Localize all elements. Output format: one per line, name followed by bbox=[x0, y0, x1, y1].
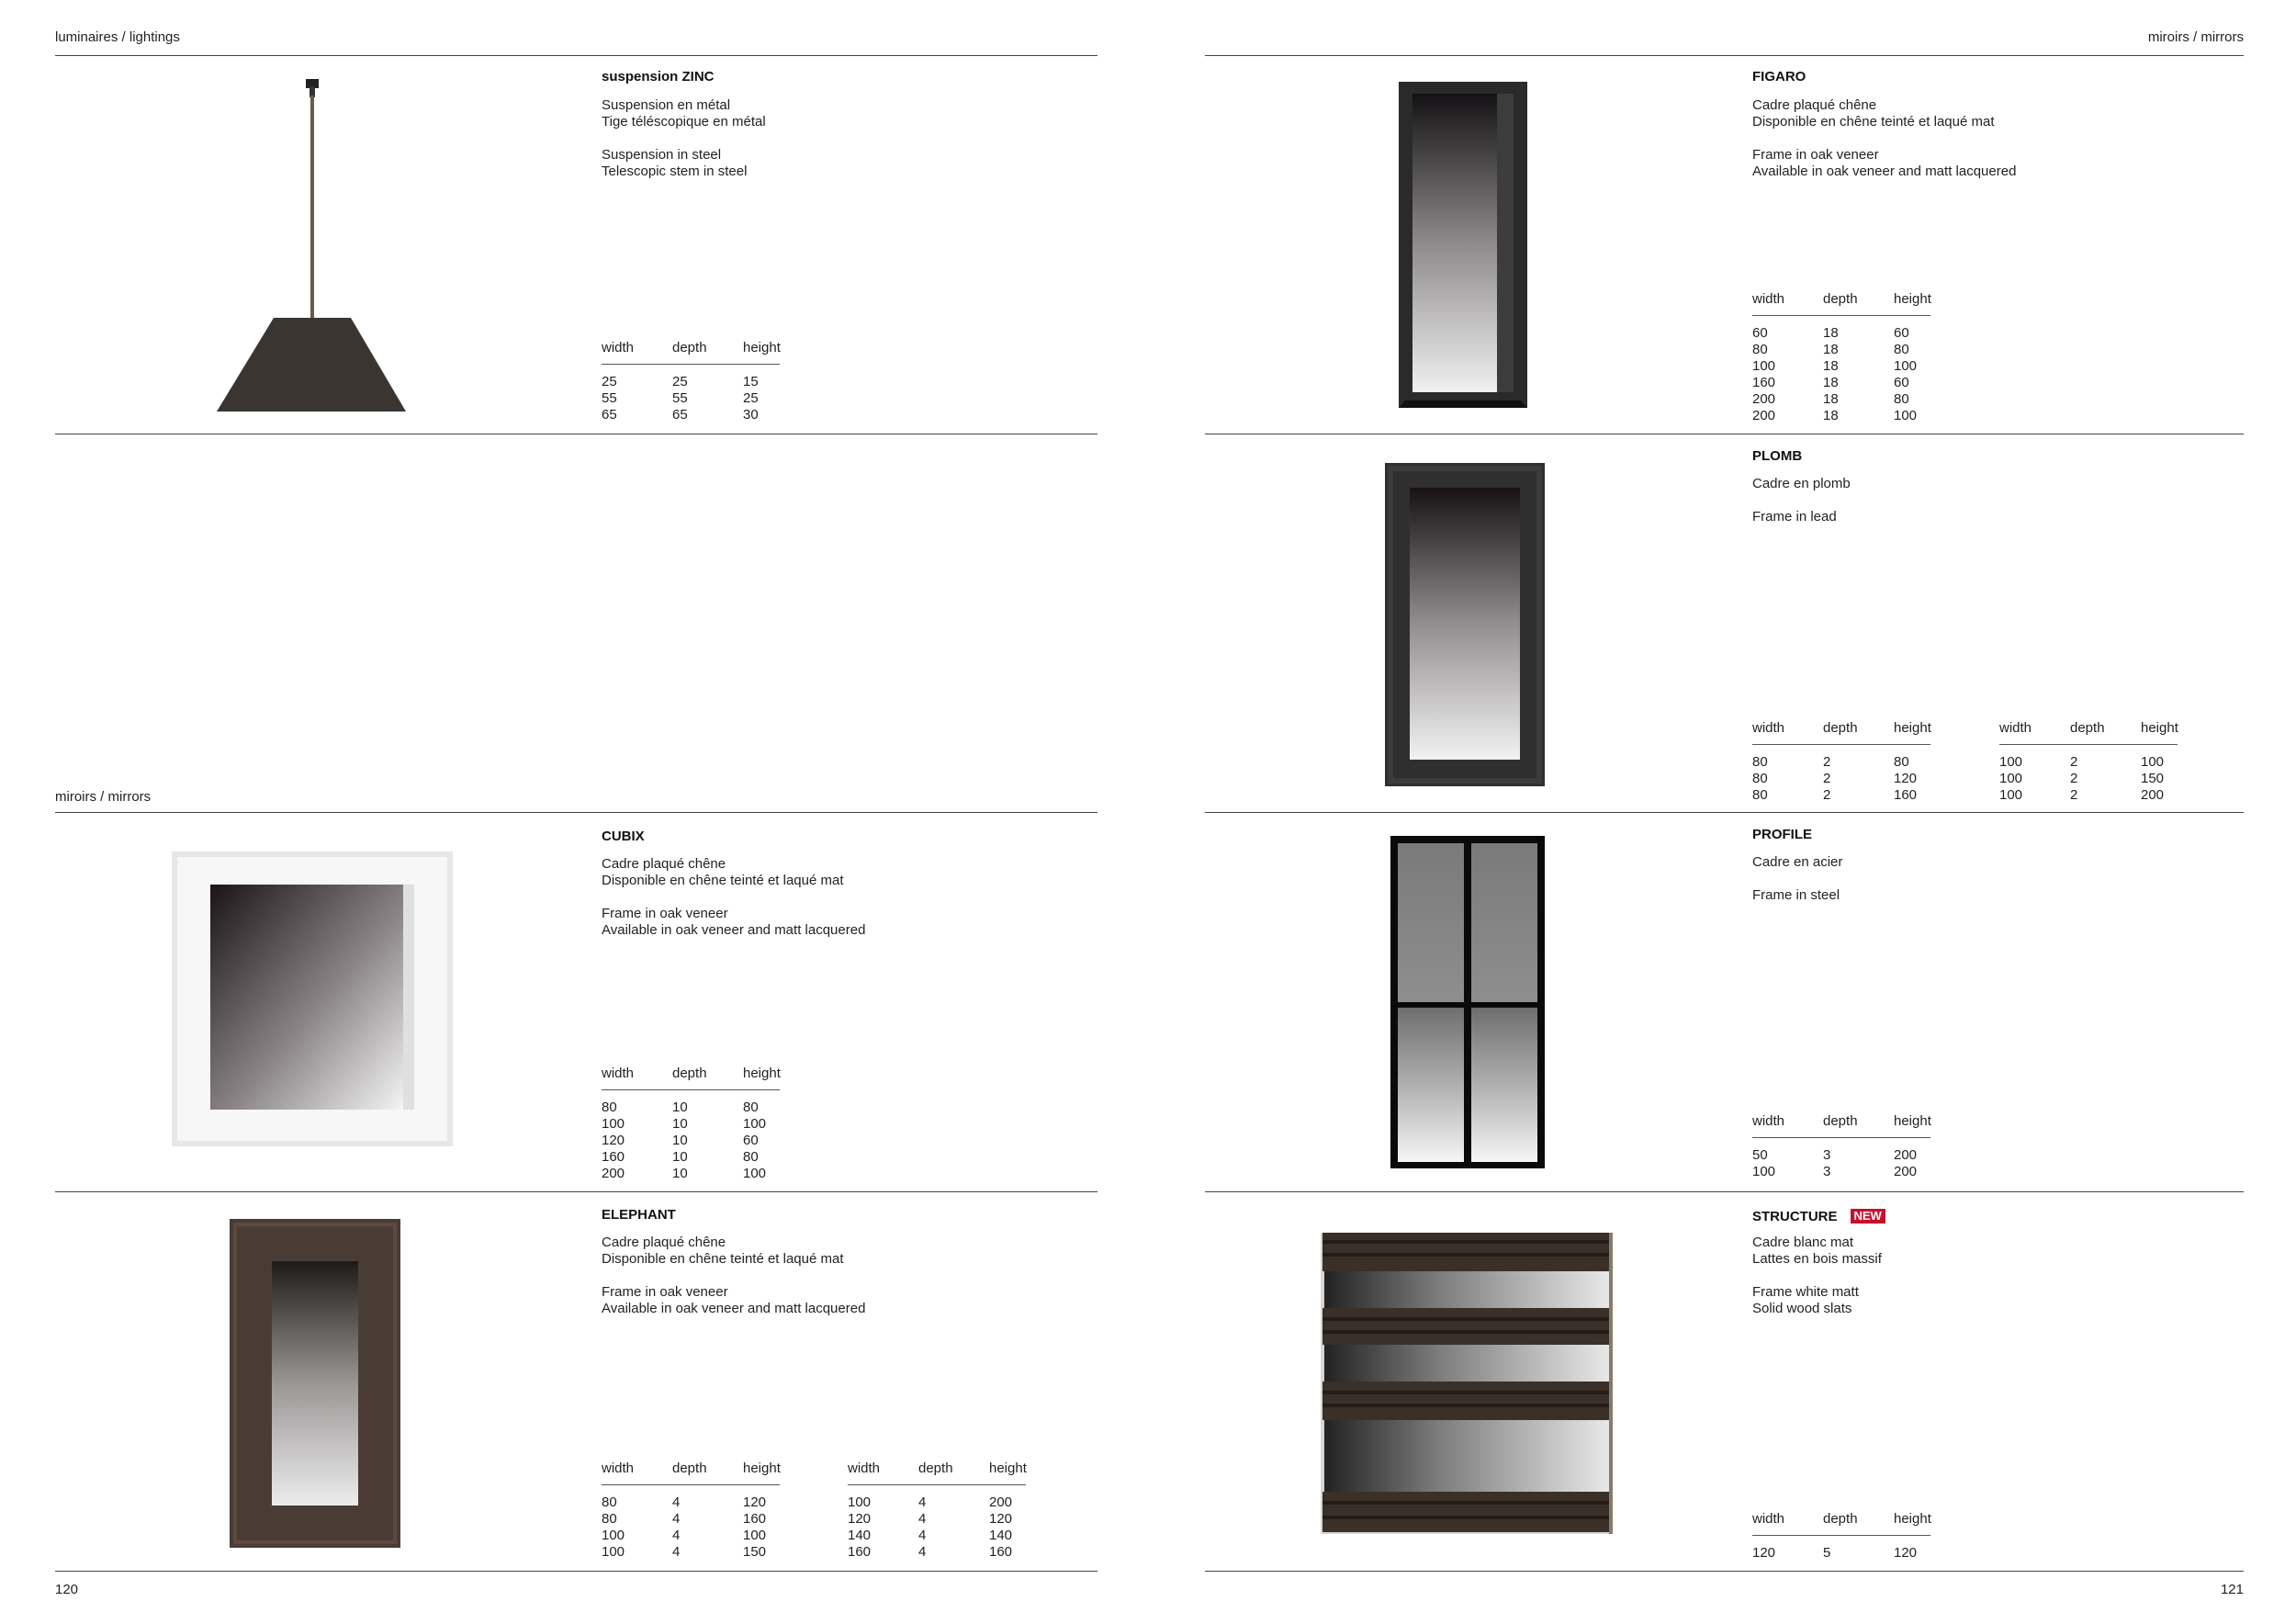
divider bbox=[55, 1571, 1097, 1572]
product-description: Cadre en acier Frame in steel bbox=[1752, 854, 1843, 903]
dimensions-table: width depth height 120 5 120 bbox=[1752, 1511, 1931, 1561]
figaro-mirror-image bbox=[1394, 77, 1532, 412]
cubix-mirror-image bbox=[170, 850, 455, 1148]
divider bbox=[55, 55, 1097, 56]
section-header-mirrors: miroirs / mirrors bbox=[2147, 29, 2244, 45]
structure-mirror-image bbox=[1317, 1229, 1616, 1538]
divider bbox=[1205, 55, 2244, 56]
dimensions-table: width depth height 80 4 120 80 4 160 100 4 100 100 4 150 bbox=[602, 1460, 781, 1560]
product-description: Cadre blanc mat Lattes en bois massif Frame white matt Solid wood slats bbox=[1752, 1235, 1882, 1316]
section-header-mirrors: miroirs / mirrors bbox=[55, 789, 152, 805]
divider bbox=[1205, 812, 2244, 813]
suspension-zinc-image bbox=[202, 72, 432, 421]
profile-mirror-image bbox=[1389, 834, 1547, 1172]
product-name: PLOMB bbox=[1752, 448, 1803, 464]
divider bbox=[1205, 1191, 2244, 1192]
product-name-text: STRUCTURE bbox=[1752, 1209, 1838, 1224]
product-description: Cadre en plomb Frame in lead bbox=[1752, 476, 1851, 524]
plomb-mirror-image bbox=[1383, 461, 1547, 788]
product-name: PROFILE bbox=[1752, 827, 1813, 842]
page-number: 120 bbox=[55, 1582, 79, 1597]
section-header-lightings: luminaires / lightings bbox=[55, 29, 180, 45]
product-name: ELEPHANT bbox=[602, 1207, 676, 1223]
product-name bbox=[1752, 1209, 1885, 1224]
dimensions-table: width depth height 25 25 15 55 55 25 65 65 30 bbox=[602, 340, 781, 423]
divider bbox=[1205, 1571, 2244, 1572]
product-description: Suspension en métal Tige téléscopique en métal Suspension in steel Telescopic stem in steel bbox=[602, 97, 766, 179]
dimensions-table-2: width depth height 100 2 100 100 2 150 100 2 200 bbox=[1999, 720, 2178, 803]
product-description: Cadre plaqué chêne Disponible en chêne teinté et laqué mat Frame in oak veneer Available in oak veneer and matt lacquered bbox=[602, 856, 866, 938]
divider bbox=[55, 1191, 1097, 1192]
product-description: Cadre plaqué chêne Disponible en chêne teinté et laqué mat Frame in oak veneer Available in oak veneer and matt lacquered bbox=[1752, 97, 2017, 179]
product-description: Cadre plaqué chêne Disponible en chêne teinté et laqué mat Frame in oak veneer Available in oak veneer and matt lacquered bbox=[602, 1235, 866, 1316]
divider bbox=[55, 812, 1097, 813]
dimensions-table-2: width depth height 100 4 200 120 4 120 140 4 140 160 4 160 bbox=[848, 1460, 1027, 1560]
product-name: FIGARO bbox=[1752, 69, 1806, 85]
dimensions-table: width depth height 60 18 60 80 18 80 100 18 100 160 18 60 200 18 80 200 18 100 bbox=[1752, 291, 1931, 423]
dimensions-table: width depth height 80 10 80 100 10 100 120 10 60 160 10 80 200 10 100 bbox=[602, 1066, 781, 1181]
dimensions-table: width depth height 80 2 80 80 2 120 80 2 160 bbox=[1752, 720, 1931, 803]
new-badge: NEW bbox=[1851, 1209, 1885, 1224]
product-name: suspension ZINC bbox=[602, 69, 715, 85]
dimensions-table: width depth height 50 3 200 100 3 200 bbox=[1752, 1113, 1931, 1179]
product-name: CUBIX bbox=[602, 829, 645, 844]
page-number: 121 bbox=[2220, 1582, 2244, 1597]
elephant-mirror-image bbox=[228, 1217, 402, 1550]
